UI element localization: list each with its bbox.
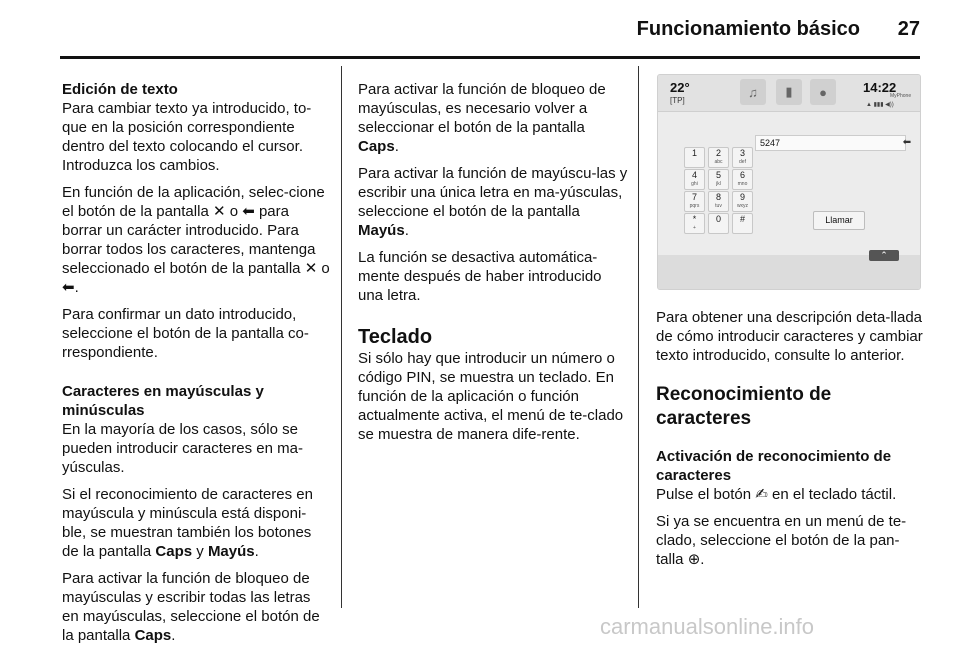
text-span: para borrar un carácter introducido. Para borrar todos los caracteres, mantenga seleccionado el botón de la pantalla (62, 203, 316, 277)
auto-deactivate-paragraph: La función se desactiva automática-mente después de haber introducido una letra. (358, 249, 602, 304)
home-circle-icon: ● (810, 79, 836, 105)
keypad-key[interactable] (732, 169, 753, 190)
temperature-readout: 22° (670, 80, 690, 95)
caps-paragraph-3 (62, 569, 330, 645)
key-digit: 9 (739, 192, 745, 202)
text-span: . (254, 543, 259, 560)
keyboard-paragraph: Si sólo hay que introducir un número o código PIN, se muestra un teclado. En función de la aplicación o función actualmente activa, el menú de te-clado se muestra de manera dife-rente. (358, 350, 624, 443)
key-letters: mno (737, 181, 748, 187)
key-digit: 0 (715, 214, 721, 224)
text-span: Si ya se encuentra en un menú de te-clado, seleccione el botón de la pan-talla (656, 513, 907, 568)
keyboard-heading: Teclado (358, 326, 433, 348)
keypad-key[interactable] (732, 191, 753, 212)
edit-paragraph-3: Para confirmar un dato introducido, seleccione el botón de la pantalla co-rrespondiente. (62, 306, 309, 361)
keypad-key[interactable] (732, 213, 753, 234)
text-span: y (192, 543, 208, 560)
call-button[interactable]: Llamar (813, 211, 865, 230)
phone-device-icon: ▮ (776, 79, 802, 105)
column-divider-right (638, 66, 639, 608)
text-span: en el teclado táctil. (767, 486, 897, 503)
cross-icon: ✕ (212, 203, 226, 220)
arrow-back-icon: ⬅ (62, 279, 75, 296)
edit-paragraph-1: Para cambiar texto ya introducido, to-que en la posición correspondiente dentro del texto colocando el cursor. Introduzca los cambios. (62, 100, 312, 174)
key-letters: + (693, 225, 696, 231)
key-digit: 8 (715, 192, 721, 202)
keypad-key[interactable] (684, 169, 705, 190)
key-digit: 5 (715, 170, 721, 180)
page-header-title: Funcionamiento básico (636, 18, 860, 40)
key-letters: jkl (716, 181, 721, 187)
column-divider-left (341, 66, 342, 608)
keypad-key[interactable] (708, 169, 729, 190)
capslock-paragraph (358, 80, 628, 156)
left-column (62, 80, 330, 653)
watermark: carmanualsonline.info (600, 614, 815, 639)
hide-keyboard-button[interactable]: ⌃ (869, 250, 899, 261)
key-letters: pqrs (689, 203, 700, 209)
key-digit: 1 (691, 148, 697, 158)
key-digit: * (692, 214, 697, 224)
keypad-key[interactable] (684, 213, 705, 234)
key-letters: tuv (715, 203, 722, 209)
keypad-key[interactable] (684, 191, 705, 212)
caps-heading: Caracteres en mayúsculas y minúsculas (62, 383, 264, 419)
keypad-screenshot (657, 74, 921, 290)
middle-column (358, 80, 628, 452)
mayus-button-label: Mayús (358, 222, 405, 239)
text-span: Pulse el botón (656, 486, 756, 503)
text-span: . (394, 138, 399, 155)
key-digit: 3 (739, 148, 745, 158)
text-span: Para activar la función de bloqueo de mayúsculas y escribir todas las letras en mayúsculas, seleccione el botón de la pantalla (62, 570, 320, 644)
activation-paragraph-1 (656, 485, 924, 504)
mayus-button-label: Mayús (207, 543, 255, 560)
key-digit: 2 (715, 148, 721, 158)
clock-readout: 14:22 (863, 80, 897, 95)
page-number: 27 (897, 18, 920, 40)
edit-paragraph-2 (62, 183, 330, 297)
keypad-key[interactable] (708, 147, 729, 168)
keypad-key[interactable] (684, 147, 705, 168)
text-span: Si el reconocimiento de caracteres en mayúscula y minúscula está disponi-ble, se muestran también los botones de la pantalla (62, 486, 313, 560)
keypad-key[interactable] (708, 213, 729, 234)
text-span: En función de la aplicación, selec-cione el botón de la pantalla (62, 184, 325, 220)
text-span: . (74, 279, 79, 296)
globe-icon: ⊕ (687, 551, 701, 568)
number-input[interactable]: 5247 (755, 135, 906, 151)
key-letters: wxyz (736, 203, 749, 209)
header-rule (60, 56, 920, 59)
screen-status-bar (658, 75, 920, 112)
key-letters: ghi (691, 181, 698, 187)
status-icons: ▲ ▮▮▮ ◀)) (866, 102, 894, 108)
activation-heading: Activación de reconocimiento de caracteres (656, 448, 892, 484)
tp-indicator: [TP] (670, 96, 685, 105)
recognition-heading: Reconocimiento de caracteres (656, 384, 832, 429)
key-digit: # (739, 214, 745, 224)
key-digit: 4 (691, 170, 697, 180)
cross-icon: ✕ (304, 260, 318, 277)
caps-paragraph-2 (62, 485, 330, 561)
keypad-key[interactable] (708, 191, 729, 212)
arrow-back-icon: ⬅ (242, 203, 255, 220)
activation-paragraph-2 (656, 512, 924, 569)
text-span: Para activar la función de mayúscu-las y escribir una única letra en ma-yúsculas, seleccione el botón de la pantalla (358, 165, 628, 220)
text-span: o (225, 203, 243, 220)
key-letters: abc (714, 159, 723, 165)
shift-paragraph (358, 164, 628, 240)
phone-name: MyPhone (890, 93, 912, 99)
key-letters: def (739, 159, 746, 165)
music-note-icon: ♫ (740, 79, 766, 105)
caps-button-label: Caps (358, 138, 395, 155)
key-digit: 7 (691, 192, 697, 202)
text-span: Para activar la función de bloqueo de mayúsculas, es necesario volver a seleccionar el botón de la pantalla (358, 81, 606, 136)
text-span: . (171, 627, 176, 644)
keypad-key[interactable] (732, 147, 753, 168)
backspace-icon[interactable]: ⬅ (902, 137, 912, 148)
text-span: o (317, 260, 330, 277)
caps-paragraph-1: En la mayoría de los casos, sólo se pueden introducir caracteres en ma-yúsculas. (62, 421, 303, 476)
key-digit: 6 (739, 170, 745, 180)
right-column (656, 308, 924, 577)
handwriting-icon: ✍ (755, 486, 768, 503)
edit-heading: Edición de texto (62, 81, 178, 98)
description-paragraph: Para obtener una descripción deta-llada de cómo introducir caracteres y cambiar texto introducido, consulte lo anterior. (656, 309, 923, 364)
caps-button-label: Caps (134, 627, 172, 644)
caps-button-label: Caps (155, 543, 193, 560)
text-span: . (700, 551, 705, 568)
text-span: . (404, 222, 409, 239)
